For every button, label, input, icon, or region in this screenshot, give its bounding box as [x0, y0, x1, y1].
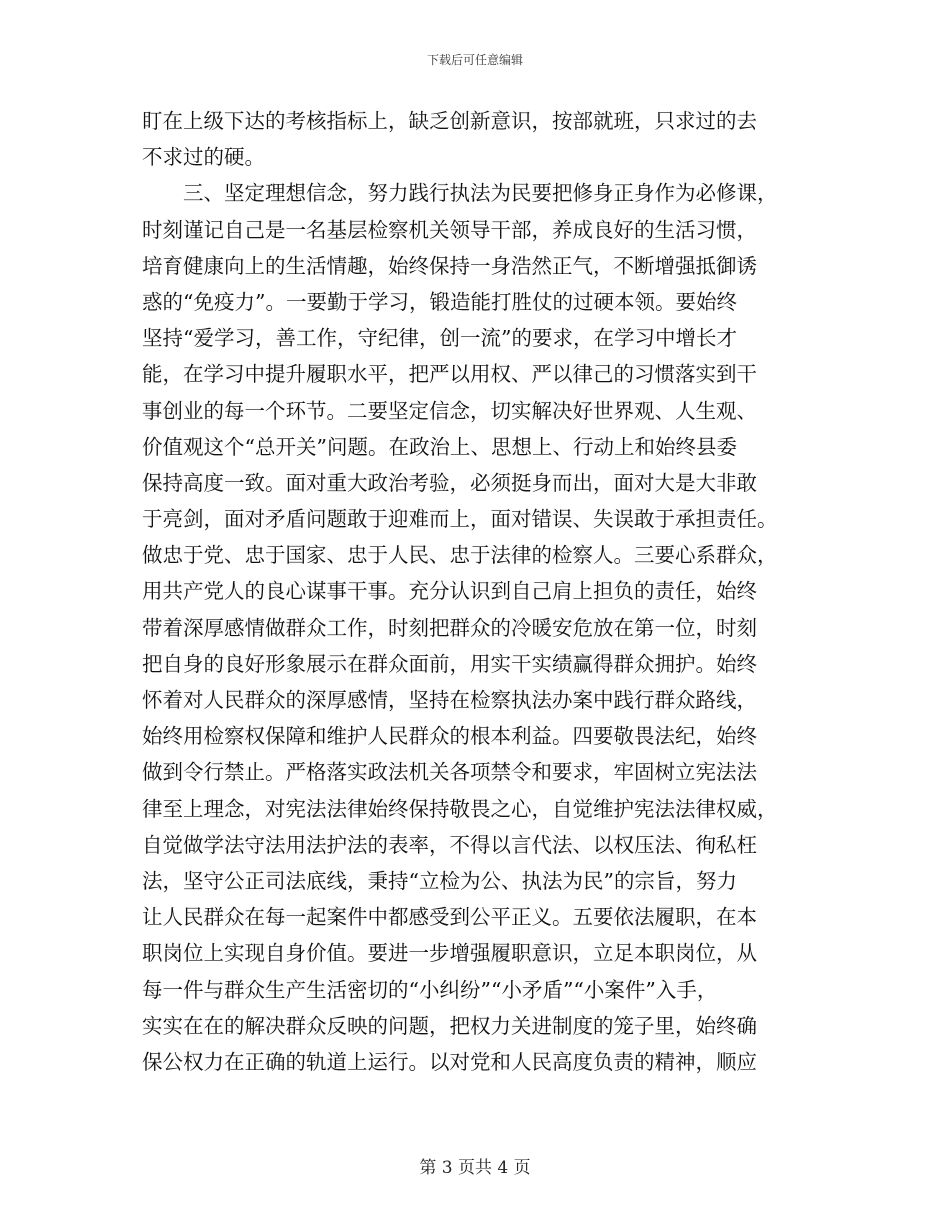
text-line: 用共产党人的良心谋事干事。充分认识到自己肩上担负的责任，始终 [142, 579, 757, 604]
text-line: 始终用检察权保障和维护人民群众的根本利益。四要敬畏法纪，始终 [142, 724, 757, 749]
text-line: 做到令行禁止。严格落实政法机关各项禁令和要求，牢固树立宪法法 [142, 760, 757, 785]
text-line: 时刻谨记自己是一名基层检察机关领导干部，养成良好的生活习惯， [142, 217, 757, 242]
text-line: 保持高度一致。面对重大政治考验，必须挺身而出，面对大是大非敢 [142, 470, 757, 495]
text-line: 事创业的每一个环节。二要坚定信念，切实解决好世界观、人生观、 [142, 398, 757, 423]
text-line: 不求过的硬。 [142, 145, 265, 170]
text-line: 惑的“免疫力”。一要勤于学习，锻造能打胜仗的过硬本领。要始终 [142, 289, 737, 314]
text-line: 坚持“爱学习，善工作，守纪律，创一流”的要求，在学习中增长才 [142, 326, 737, 351]
text-line: 律至上理念，对宪法法律始终保持敬畏之心，自觉维护宪法法律权威， [142, 796, 778, 821]
text-line: 培育健康向上的生活情趣，始终保持一身浩然正气，不断增强抵御诱 [142, 253, 757, 278]
text-line: 让人民群众在每一起案件中都感受到公平正义。五要依法履职，在本 [142, 905, 757, 930]
text-line: 于亮剑，面对矛盾问题敢于迎难而上，面对错误、失误敢于承担责任。 [142, 507, 778, 532]
text-line: 每一件与群众生产生活密切的“小纠纷”“小矛盾”“小案件”入手， [142, 977, 718, 1002]
document-body [142, 103, 822, 1080]
text-line: 自觉做学法守法用法护法的表率，不得以言代法、以权压法、徇私枉 [142, 832, 757, 857]
text-line: 法，坚守公正司法底线，秉持“立检为公、执法为民”的宗旨，努力 [142, 868, 737, 893]
page-number: 第 3 页共 4 页 [419, 1158, 531, 1178]
text-line: 能，在学习中提升履职水平，把严以用权、严以律己的习惯落实到干 [142, 362, 757, 387]
text-line: 实实在在的解决群众反映的问题，把权力关进制度的笼子里，始终确 [142, 1013, 757, 1038]
text-line: 做忠于党、忠于国家、忠于人民、忠于法律的检察人。三要心系群众， [142, 543, 778, 568]
text-line: 带着深厚感情做群众工作，时刻把群众的冷暖安危放在第一位，时刻 [142, 615, 757, 640]
paragraph-start-line: 三、坚定理想信念，努力践行执法为民要把修身正身作为必修课， [183, 181, 778, 206]
text-line: 把自身的良好形象展示在群众面前，用实干实绩赢得群众拥护。始终 [142, 651, 757, 676]
page-header-note: 下载后可任意编辑 [426, 53, 523, 67]
text-line: 怀着对人民群众的深厚感情，坚持在检察执法办案中践行群众路线， [142, 688, 757, 712]
text-line: 盯在上级下达的考核指标上，缺乏创新意识，按部就班，只求过的去 [142, 109, 757, 133]
text-line: 价值观这个“总开关”问题。在政治上、思想上、行动上和始终县委 [142, 434, 737, 459]
text-line: 保公权力在正确的轨道上运行。以对党和人民高度负责的精神，顺应 [142, 1049, 757, 1074]
text-line: 职岗位上实现自身价值。要进一步增强履职意识，立足本职岗位，从 [142, 941, 757, 966]
